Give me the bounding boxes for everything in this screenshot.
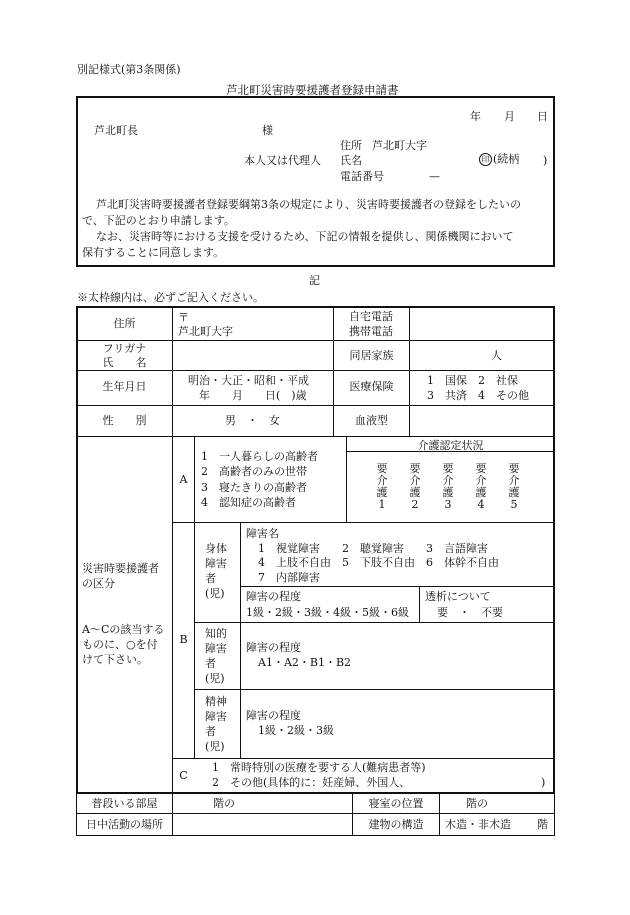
c-item-1: 1 常時特別の医療を要する人(難病患者等) <box>212 761 426 774</box>
care-level-1: 要 介 護 1 <box>376 462 388 511</box>
era-options: 明治・大正・昭和・平成 <box>188 374 309 387</box>
name-label: 氏名 <box>340 154 362 167</box>
building-floors-suffix: 階 <box>537 818 548 831</box>
addressee: 芦北町長 <box>94 124 138 137</box>
physical-disability-label: 身体 障害 者 (児) <box>205 542 227 600</box>
dialysis-options: 要 ・ 不要 <box>437 606 503 619</box>
seal-mark <box>479 153 519 166</box>
form-label: 別記様式(第3条関係) <box>77 63 181 76</box>
physical-degree-label: 障害の程度 <box>246 590 301 603</box>
section-b-label: B <box>179 633 188 646</box>
phone-dash: — <box>429 170 440 183</box>
physical-grades: 1級・2級・3級・4級・5級・6級 <box>246 606 409 619</box>
building-label: 建物の構造 <box>368 818 424 831</box>
blood-type-label: 血液型 <box>355 414 388 427</box>
mobile-phone-label: 携帯電話 <box>349 325 393 338</box>
applicant-label: 本人又は代理人 <box>244 154 321 167</box>
disability-row-1: 1 視覚障害 2 聴覚障害 3 言語障害 <box>258 542 488 555</box>
insurance-options-1: 1 国保 2 社保 <box>427 374 518 387</box>
care-status-title: 介護認定状況 <box>417 439 484 452</box>
care-level-2: 要 介 護 2 <box>409 462 421 511</box>
a-item-1: 1 一人暮らしの高齢者 <box>201 450 318 463</box>
form-title: 芦北町災害時要援護者登録申請書 <box>226 83 399 97</box>
room-floor-suffix: 階の <box>213 797 235 810</box>
mental-degree-label: 障害の程度 <box>246 709 301 722</box>
statement-line-3: なお、災害時等における支援を受けるため、下記の情報を提供し、関係機関において <box>96 230 514 243</box>
disability-name-label: 障害名 <box>246 527 279 540</box>
statement-line-1: 芦北町災害時要援護者登録要綱第3条の規定により、災害時要援護者の登録をしたいの <box>96 198 521 211</box>
address-row-label: 住所 <box>113 317 136 330</box>
intellectual-disability-label: 知的 障害 者 (児) <box>205 627 227 685</box>
insurance-options-2: 3 共済 4 その他 <box>427 389 529 402</box>
bedroom-floor-suffix: 階の <box>466 797 488 810</box>
phone-label: 電話番号 <box>340 170 384 183</box>
postal-mark-icon: 〒 <box>178 311 189 324</box>
a-item-3: 3 寝たきりの高齢者 <box>201 481 307 494</box>
mental-grades: 1級・2級・3級 <box>258 724 334 737</box>
sex-label: 性 別 <box>102 414 147 427</box>
household-label: 同居家族 <box>349 349 394 362</box>
building-options: 木造・非木造 <box>445 818 511 831</box>
required-note: ※太枠線内は、必ずご記入ください。 <box>77 291 264 304</box>
dialysis-label: 透析について <box>425 590 491 603</box>
address-label: 住所 <box>340 139 362 152</box>
date-year: 年 <box>470 110 481 123</box>
birth-label: 生年月日 <box>102 380 147 393</box>
care-level-5: 要 介 護 5 <box>508 462 520 511</box>
disability-row-2: 4 上肢不自由 5 下肢不自由 6 体幹不自由 <box>258 556 499 569</box>
home-phone-label: 自宅電話 <box>349 310 393 323</box>
statement-line-2: で、下記のとおり申請します。 <box>82 214 235 227</box>
intellectual-grades: A1・A2・B1・B2 <box>258 656 352 669</box>
category-instruction: A〜Cの該当する ものに、○を付 けて下さい。 <box>82 623 165 666</box>
section-a-label: A <box>179 473 188 486</box>
bedroom-label: 寝室の位置 <box>368 797 424 810</box>
category-label-1: 災害時要援護者 <box>82 562 159 575</box>
c-item-2: 2 その他(具体的に：妊産婦、外国人、 <box>212 776 411 789</box>
name-row-label: 氏 名 <box>102 356 147 369</box>
category-label-2: の区分 <box>82 577 115 590</box>
daytime-place-label: 日中活動の場所 <box>86 818 163 831</box>
seal-icon: 印 <box>479 153 492 166</box>
ki-label: 記 <box>309 274 320 287</box>
care-level-3: 要 介 護 3 <box>442 462 454 511</box>
section-c-label: C <box>179 769 188 782</box>
a-item-2: 2 高齢者のみの世帯 <box>201 465 307 478</box>
statement-line-4: 保有することに同意します。 <box>82 246 225 259</box>
sex-options: 男 ・ 女 <box>225 414 280 427</box>
care-level-4: 要 介 護 4 <box>475 462 487 511</box>
date-day: 日 <box>537 110 548 123</box>
mental-disability-label: 精神 障害 者 (児) <box>205 695 227 753</box>
furigana-label: フリガナ <box>102 342 147 355</box>
relation-close: ) <box>543 154 548 167</box>
disability-row-3: 7 内部障害 <box>258 571 320 584</box>
honorific: 様 <box>262 124 273 137</box>
a-item-4: 4 認知症の高齢者 <box>201 496 296 509</box>
intellectual-degree-label: 障害の程度 <box>246 641 301 654</box>
address-prefix: 芦北町大字 <box>178 325 233 338</box>
address-value: 芦北町大字 <box>372 139 427 152</box>
date-month: 月 <box>504 110 515 123</box>
birth-ymd: 年 月 日( )歳 <box>199 389 307 402</box>
room-label: 普段いる部屋 <box>91 797 158 810</box>
household-unit: 人 <box>491 349 502 362</box>
relation-label: (続柄 <box>493 152 520 166</box>
c-item-2-close: ) <box>541 776 546 789</box>
insurance-label: 医療保険 <box>349 380 394 393</box>
